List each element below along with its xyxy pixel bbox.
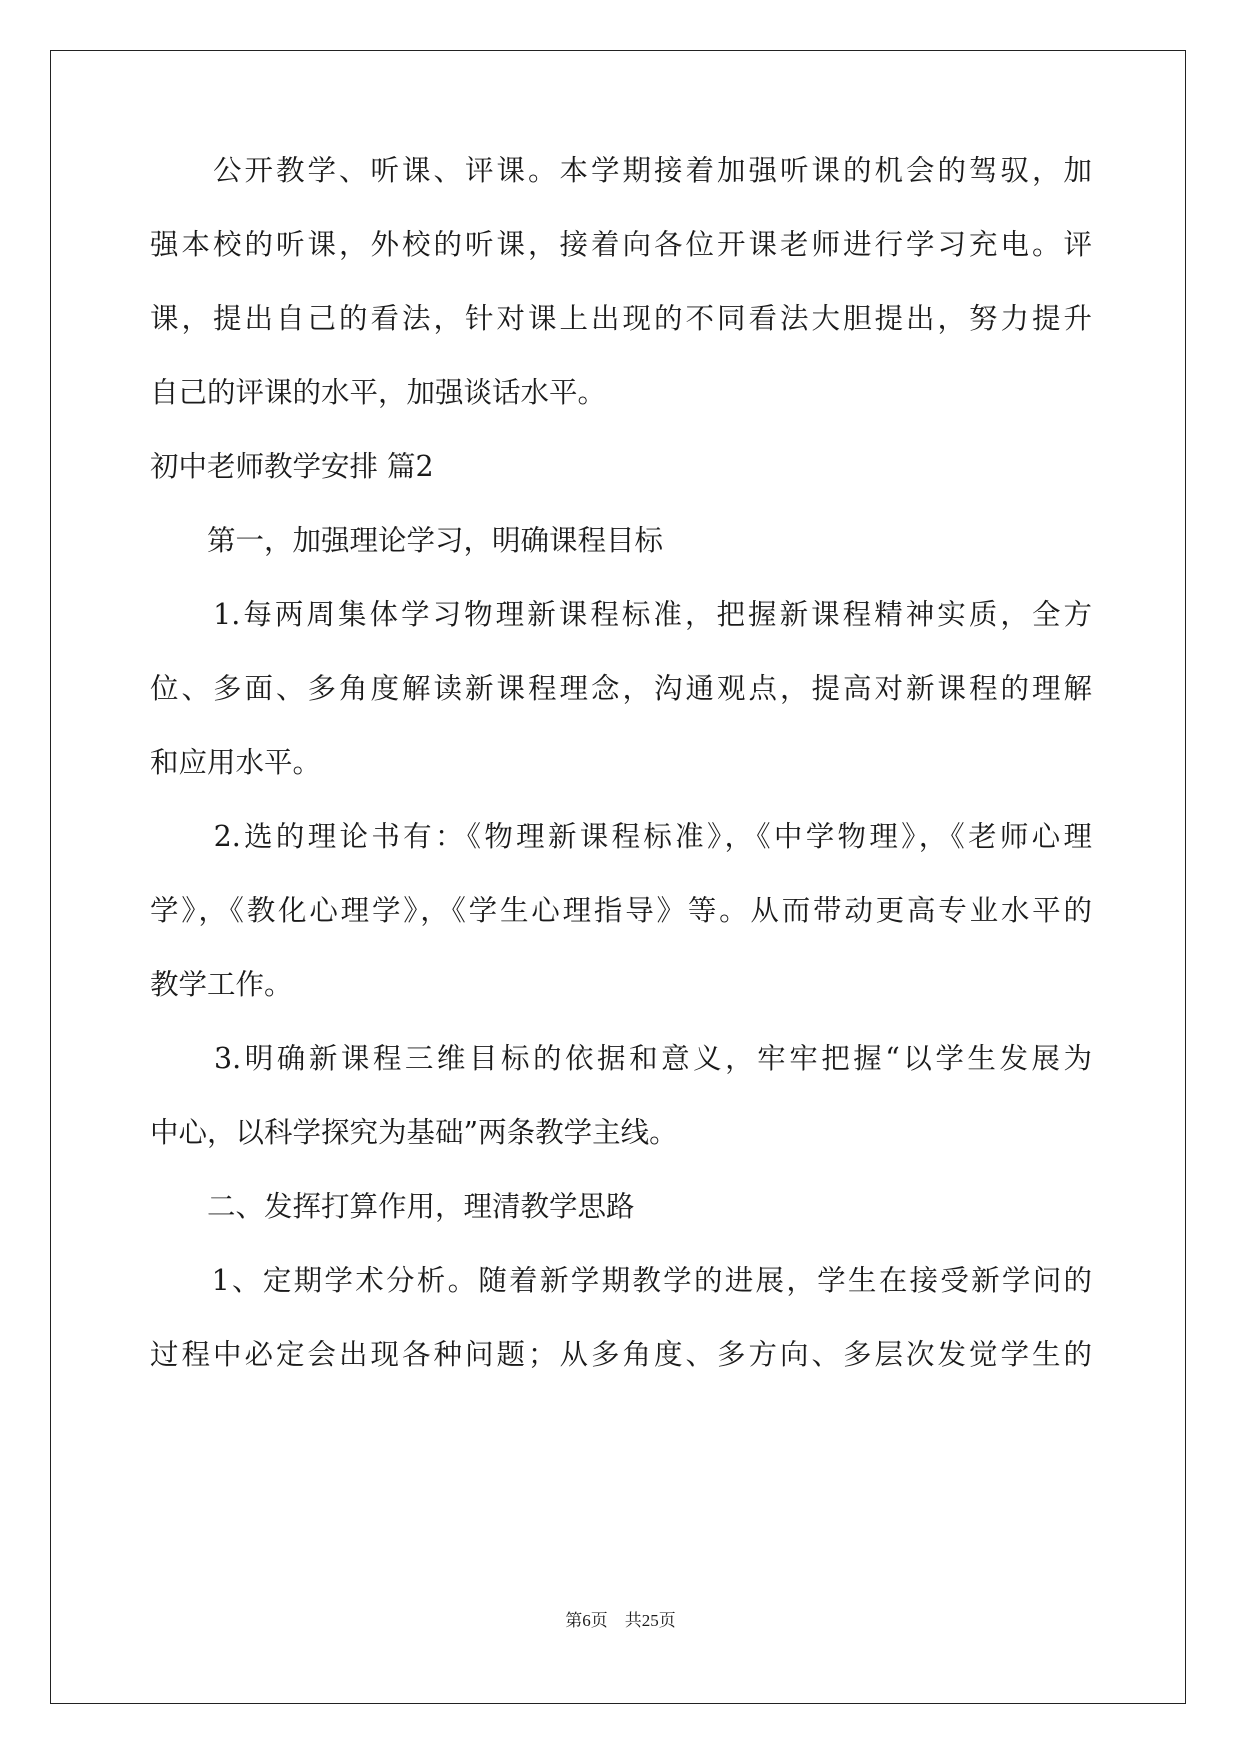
page-border bbox=[50, 50, 1186, 1704]
page-footer bbox=[0, 1612, 1241, 1630]
paragraph-line: 公开教学、听课、评课。本学期接着加强听课的机会的驾驭，加 bbox=[150, 154, 1092, 187]
paragraph-line: 二、发挥打算作用，理清教学思路 bbox=[150, 1190, 635, 1223]
paragraph-line: 2.选的理论书有：《物理新课程标准》，《中学物理》，《老师心理 bbox=[150, 820, 1092, 853]
page-prefix: 第 bbox=[565, 1611, 583, 1631]
section-heading: 初中老师教学安排 篇2 bbox=[150, 450, 434, 483]
total-pages-number: 25 bbox=[641, 1611, 659, 1630]
paragraph-line: 1、定期学术分析。随着新学期教学的进展，学生在接受新学问的 bbox=[150, 1264, 1092, 1297]
paragraph-line: 强本校的听课，外校的听课，接着向各位开课老师进行学习充电。评 bbox=[150, 228, 1092, 261]
paragraph-line: 和应用水平。 bbox=[150, 746, 322, 779]
page-mid: 页 共 bbox=[590, 1611, 642, 1631]
paragraph-line: 中心，以科学探究为基础”两条教学主线。 bbox=[150, 1116, 678, 1149]
page-suffix: 页 bbox=[658, 1611, 676, 1631]
paragraph-line: 3.明确新课程三维目标的依据和意义，牢牢把握“以学生发展为 bbox=[150, 1042, 1092, 1075]
paragraph-line: 过程中必定会出现各种问题；从多角度、多方向、多层次发觉学生的 bbox=[150, 1338, 1092, 1371]
paragraph-line: 位、多面、多角度解读新课程理念，沟通观点，提高对新课程的理解 bbox=[150, 672, 1092, 705]
paragraph-line: 课，提出自己的看法，针对课上出现的不同看法大胆提出，努力提升 bbox=[150, 302, 1092, 335]
current-page-number: 6 bbox=[582, 1611, 591, 1630]
paragraph-line: 教学工作。 bbox=[150, 968, 293, 1001]
paragraph-line: 自己的评课的水平，加强谈话水平。 bbox=[150, 376, 607, 409]
paragraph-line: 第一，加强理论学习，明确课程目标 bbox=[150, 524, 664, 557]
paragraph-line: 学》，《教化心理学》，《学生心理指导》等。从而带动更高专业水平的 bbox=[150, 894, 1092, 927]
paragraph-line: 1.每两周集体学习物理新课程标准，把握新课程精神实质，全方 bbox=[150, 598, 1092, 631]
